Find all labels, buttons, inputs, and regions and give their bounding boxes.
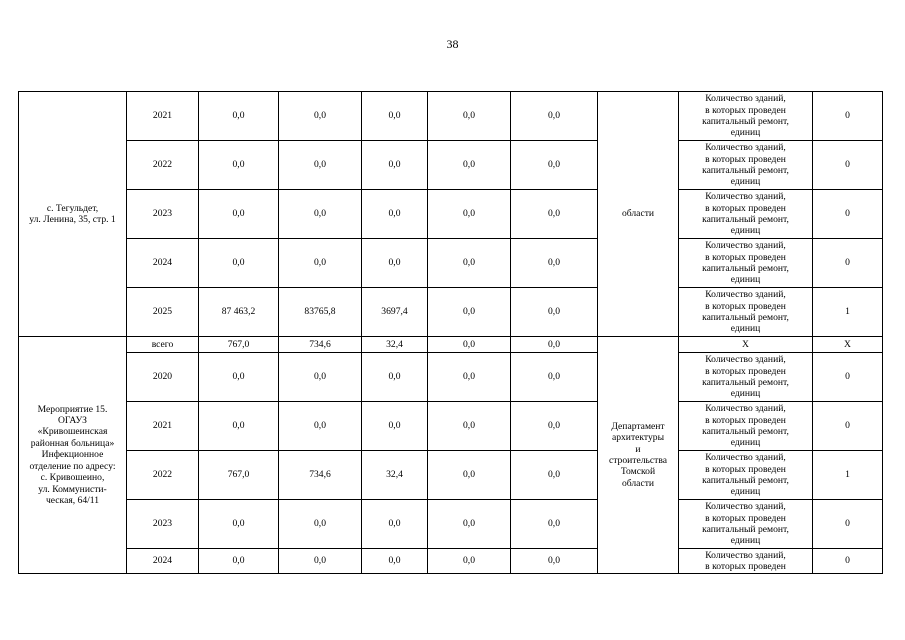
executor-cell-line: архитектуры	[611, 432, 665, 444]
indicator-cell-line: в которых проведен	[705, 251, 786, 263]
table-row	[19, 141, 883, 190]
year-cell: 2020	[127, 353, 199, 402]
amount-cell: 3697,4	[362, 288, 428, 337]
table-row	[19, 288, 883, 337]
executor-cell-line: области	[621, 477, 655, 489]
indicator-cell-line: Количество зданий,	[705, 93, 786, 105]
amount-cell: 0,0	[511, 92, 598, 141]
site-cell-line: ул. Ленина, 35, стр. 1	[29, 214, 116, 225]
amount-cell: 0,0	[428, 402, 511, 451]
indicator-value-cell: X	[813, 337, 883, 353]
amount-cell: 0,0	[362, 402, 428, 451]
amount-cell: 0,0	[511, 451, 598, 500]
indicator-cell-line: капитальный ремонт,	[702, 116, 789, 127]
indicator-value-cell: 0	[813, 239, 883, 288]
indicator-cell-line: единиц	[730, 274, 761, 286]
indicator-cell-line: единиц	[730, 225, 761, 237]
executor-cell-line: области	[621, 208, 655, 220]
site-cell	[19, 92, 127, 337]
indicator-cell-line: единиц	[730, 127, 761, 139]
total-cell: 0,0	[199, 239, 279, 288]
indicator-cell-line: капитальный ремонт,	[702, 426, 789, 437]
indicator-cell-line: Количество зданий,	[705, 354, 786, 366]
funding-table	[18, 91, 883, 574]
table-row	[19, 402, 883, 451]
site-cell-line: районная больница»	[30, 437, 115, 449]
indicator-cell-line: единиц	[730, 176, 761, 188]
site-cell-line: ОГАУЗ	[58, 415, 87, 427]
indicator-cell-line: единиц	[730, 486, 761, 498]
executor-cell	[598, 92, 679, 337]
site-cell-line: Мероприятие 15.	[37, 403, 108, 415]
table-row	[19, 353, 883, 402]
total-cell: 767,0	[199, 337, 279, 353]
indicator-cell-line: единиц	[730, 437, 761, 449]
amount-cell: 32,4	[362, 451, 428, 500]
indicator-value-cell: 1	[813, 288, 883, 337]
indicator-cell-line: Количество зданий,	[705, 549, 786, 561]
amount-cell: 0,0	[511, 190, 598, 239]
amount-cell: 32,4	[362, 337, 428, 353]
indicator-cell-line: в которых проведен	[705, 300, 786, 312]
amount-cell: 0,0	[511, 402, 598, 451]
amount-cell: 0,0	[428, 549, 511, 574]
total-cell: 0,0	[199, 141, 279, 190]
amount-cell: 0,0	[428, 451, 511, 500]
amount-cell: 0,0	[362, 92, 428, 141]
amount-cell: 0,0	[362, 353, 428, 402]
amount-cell: 0,0	[428, 288, 511, 337]
indicator-cell-line: Количество зданий,	[705, 240, 786, 252]
amount-cell: 0,0	[279, 500, 362, 549]
site-cell-line: с. Кривошеино,	[40, 472, 105, 484]
amount-cell: 734,6	[279, 451, 362, 500]
executor-cell	[598, 337, 679, 574]
year-cell: 2022	[127, 451, 199, 500]
year-cell: 2021	[127, 92, 199, 141]
indicator-cell	[679, 402, 813, 451]
indicator-cell-line: в которых проведен	[705, 202, 786, 214]
year-cell: 2022	[127, 141, 199, 190]
indicator-cell-line: единиц	[730, 323, 761, 335]
indicator-cell	[679, 239, 813, 288]
indicator-value-cell: 1	[813, 451, 883, 500]
total-cell: 0,0	[199, 402, 279, 451]
total-cell: 0,0	[199, 549, 279, 574]
indicator-cell-line: единиц	[730, 388, 761, 400]
indicator-cell-line: капитальный ремонт,	[702, 214, 789, 225]
amount-cell: 0,0	[511, 337, 598, 353]
amount-cell: 0,0	[362, 500, 428, 549]
indicator-cell-line: капитальный ремонт,	[702, 377, 789, 388]
indicator-cell	[679, 190, 813, 239]
total-cell: 0,0	[199, 190, 279, 239]
executor-cell-line: строительства	[608, 455, 668, 466]
amount-cell: 0,0	[428, 92, 511, 141]
indicator-cell	[679, 141, 813, 190]
table-row	[19, 92, 883, 141]
amount-cell: 0,0	[279, 239, 362, 288]
indicator-cell-line: единиц	[730, 535, 761, 547]
executor-cell-line: Департамент	[611, 420, 665, 432]
amount-cell: 0,0	[511, 549, 598, 574]
indicator-value-cell: 0	[813, 402, 883, 451]
table-row	[19, 500, 883, 549]
amount-cell: 0,0	[428, 239, 511, 288]
year-cell: 2023	[127, 500, 199, 549]
indicator-cell-line: капитальный ремонт,	[702, 263, 789, 274]
site-cell-line: с. Тегульдет,	[46, 202, 99, 214]
site-cell-line: Инфекционное	[41, 449, 104, 461]
executor-cell-line: Томской	[620, 466, 656, 478]
table-row	[19, 190, 883, 239]
amount-cell: 0,0	[279, 402, 362, 451]
total-row	[19, 337, 883, 353]
total-cell: 0,0	[199, 500, 279, 549]
amount-cell: 0,0	[362, 141, 428, 190]
year-cell: 2021	[127, 402, 199, 451]
total-cell: 87 463,2	[199, 288, 279, 337]
indicator-cell-line: в которых проведен	[705, 463, 786, 475]
executor-cell-line: и	[635, 443, 641, 455]
amount-cell: 0,0	[279, 353, 362, 402]
page-number: 38	[446, 37, 459, 51]
total-cell: 0,0	[199, 353, 279, 402]
site-cell-line: ческая, 64/11	[45, 494, 100, 506]
amount-cell: 0,0	[279, 92, 362, 141]
table-row	[19, 451, 883, 500]
total-cell: 767,0	[199, 451, 279, 500]
table-row	[19, 239, 883, 288]
amount-cell: 0,0	[428, 337, 511, 353]
indicator-cell-line: капитальный ремонт,	[702, 475, 789, 486]
amount-cell: 0,0	[362, 239, 428, 288]
amount-cell: 0,0	[511, 288, 598, 337]
amount-cell: 0,0	[279, 141, 362, 190]
amount-cell: 0,0	[428, 500, 511, 549]
indicator-cell	[679, 353, 813, 402]
indicator-cell-line: Количество зданий,	[705, 142, 786, 154]
amount-cell: 0,0	[511, 239, 598, 288]
indicator-cell-line: капитальный ремонт,	[702, 524, 789, 535]
amount-cell: 0,0	[428, 141, 511, 190]
indicator-cell-line: в которых проведен	[705, 365, 786, 377]
indicator-value-cell: 0	[813, 190, 883, 239]
indicator-cell	[679, 451, 813, 500]
year-cell: 2024	[127, 239, 199, 288]
site-cell	[19, 337, 127, 574]
year-cell: 2024	[127, 549, 199, 574]
site-cell-line: ул. Коммунисти-	[38, 483, 107, 495]
indicator-cell-line: капитальный ремонт,	[702, 312, 789, 323]
indicator-cell	[679, 92, 813, 141]
indicator-cell: X	[679, 337, 813, 353]
indicator-cell-line: в которых проведен	[705, 512, 786, 524]
amount-cell: 0,0	[511, 500, 598, 549]
amount-cell: 83765,8	[279, 288, 362, 337]
indicator-cell-line: в которых проведен	[705, 414, 786, 426]
table-row	[19, 549, 883, 574]
indicator-cell-line: Количество зданий,	[705, 501, 786, 513]
amount-cell: 734,6	[279, 337, 362, 353]
indicator-value-cell: 0	[813, 141, 883, 190]
indicator-cell-line: капитальный ремонт,	[702, 165, 789, 176]
indicator-value-cell: 0	[813, 92, 883, 141]
indicator-value-cell: 0	[813, 500, 883, 549]
indicator-value-cell: 0	[813, 549, 883, 574]
amount-cell: 0,0	[511, 141, 598, 190]
indicator-cell-line: в которых проведен	[705, 561, 786, 572]
indicator-cell-line: Количество зданий,	[705, 452, 786, 464]
year-cell: 2023	[127, 190, 199, 239]
amount-cell: 0,0	[279, 190, 362, 239]
indicator-value-cell: 0	[813, 353, 883, 402]
indicator-cell-line: Количество зданий,	[705, 289, 786, 301]
indicator-cell-line: в которых проведен	[705, 153, 786, 165]
indicator-cell	[679, 549, 813, 574]
year-cell: всего	[127, 337, 199, 353]
indicator-cell-line: в которых проведен	[705, 104, 786, 116]
site-cell-line: отделение по адресу:	[29, 460, 116, 472]
amount-cell: 0,0	[279, 549, 362, 574]
amount-cell: 0,0	[428, 353, 511, 402]
amount-cell: 0,0	[428, 190, 511, 239]
amount-cell: 0,0	[362, 549, 428, 574]
indicator-cell-line: Количество зданий,	[705, 191, 786, 203]
year-cell: 2025	[127, 288, 199, 337]
amount-cell: 0,0	[511, 353, 598, 402]
amount-cell: 0,0	[362, 190, 428, 239]
total-cell: 0,0	[199, 92, 279, 141]
indicator-cell-line: Количество зданий,	[705, 403, 786, 415]
indicator-cell	[679, 288, 813, 337]
site-cell-line: «Кривошеинская	[37, 426, 108, 438]
indicator-cell	[679, 500, 813, 549]
